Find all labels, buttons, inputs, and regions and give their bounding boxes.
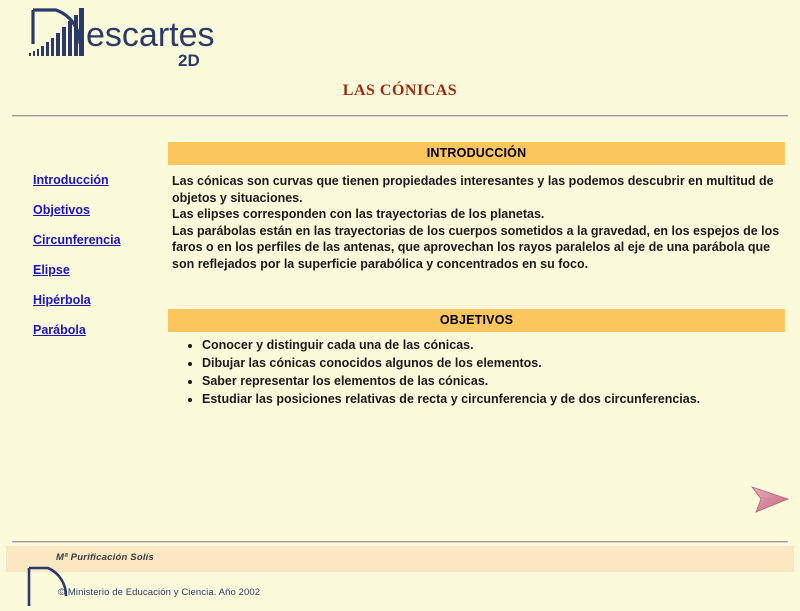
- list-item: • Estudiar las posiciones relativas de recta y circunferencia y de dos circunferencias.: [202, 390, 785, 408]
- introduccion-section-header: INTRODUCCIÓN: [168, 142, 785, 165]
- introduccion-section: [168, 142, 785, 272]
- copyright-text: © Ministerio de Educación y Ciencia. Año 2002: [58, 587, 261, 598]
- header-divider: [12, 115, 788, 117]
- sidebar-link-parabola[interactable]: Parábola: [33, 323, 86, 337]
- page-header: [0, 0, 800, 108]
- introduccion-paragraph-2: Las elipses corresponden con las trayectorias de los planetas.: [172, 207, 545, 221]
- introduccion-paragraph-3: Las parábolas están en las trayectorias de los cuerpos sometidos a la gravedad, en los espejos de los faros o en los perfiles de las antenas, que aprovechan los rayos paralelos al eje de una parábola que son reflejados por la superficie parabólica y concentrados en su foco.: [172, 223, 780, 271]
- sidebar-link-elipse[interactable]: Elipse: [33, 263, 70, 277]
- page-title: LAS CÓNICAS: [342, 82, 458, 99]
- sidebar-navigation: [33, 173, 158, 353]
- sidebar-link-introduccion[interactable]: Introducción: [33, 173, 109, 187]
- objetivos-section: [168, 309, 785, 408]
- objetivos-section-header: OBJETIVOS: [168, 309, 785, 332]
- sidebar-link-objetivos[interactable]: Objetivos: [33, 203, 90, 217]
- author-credit: Mª Purificación Solís: [56, 552, 154, 563]
- logo-wordmark: escartes: [86, 16, 215, 54]
- sidebar-link-circunferencia[interactable]: Circunferencia: [33, 233, 121, 247]
- next-page-button[interactable]: [750, 486, 790, 514]
- descartes-d-arc-icon: [26, 566, 74, 606]
- descartes-logo: [28, 6, 228, 72]
- objetivos-list: [168, 336, 785, 408]
- descartes-d-bars-logo: [28, 6, 228, 72]
- footer-descartes-logo: [26, 566, 74, 606]
- introduccion-paragraph-1: Las cónicas son curvas que tienen propiedades interesantes y las podemos descubrir en multitud de objetos y situaciones.: [172, 174, 774, 205]
- list-item: • Conocer y distinguir cada una de las cónicas.: [202, 336, 785, 354]
- logo-variant: 2D: [178, 51, 200, 70]
- introduccion-section-body: [168, 165, 785, 272]
- list-item: • Saber representar los elementos de las cónicas.: [202, 372, 785, 390]
- sidebar-link-hiperbola[interactable]: Hipérbola: [33, 293, 91, 307]
- next-page-arrow-icon[interactable]: [750, 486, 790, 514]
- list-item: • Dibujar las cónicas conocidos algunos de los elementos.: [202, 354, 785, 372]
- main-content: [168, 142, 785, 408]
- footer-divider: [12, 541, 788, 543]
